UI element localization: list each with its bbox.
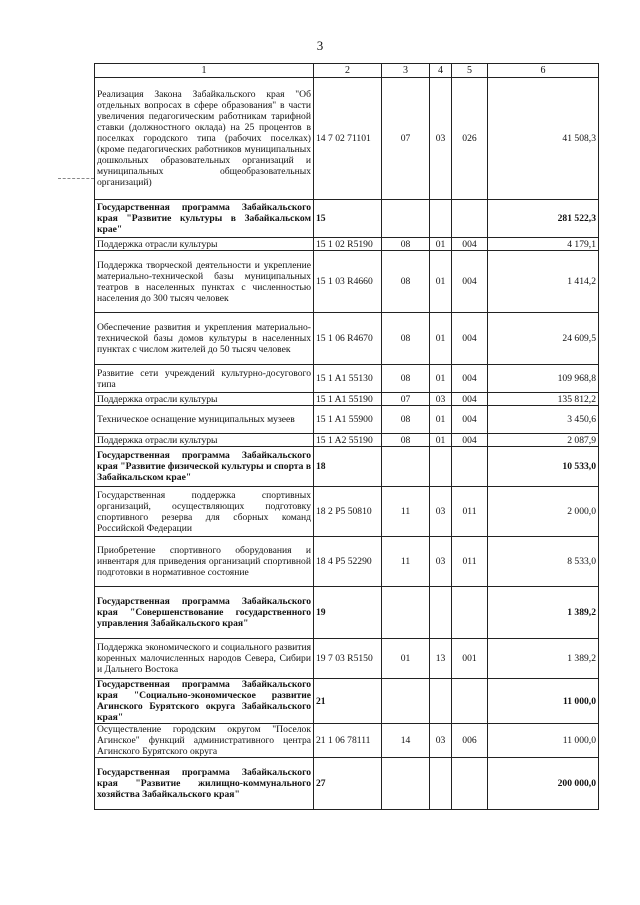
table-row (95, 313, 599, 365)
row-section: 14 (382, 724, 430, 758)
row-amount: 2 000,0 (488, 487, 599, 537)
row-amount: 24 609,5 (488, 313, 599, 365)
header-row (95, 64, 599, 78)
row-target-code: 15 1 03 R4660 (314, 251, 382, 313)
table-row (95, 758, 599, 810)
row-subsection: 01 (430, 251, 452, 313)
row-subsection: 03 (430, 78, 452, 200)
row-expense-type (452, 679, 488, 724)
row-section: 11 (382, 487, 430, 537)
row-expense-type (452, 447, 488, 487)
row-target-code: 15 1 02 R5190 (314, 238, 382, 251)
row-expense-type: 011 (452, 487, 488, 537)
table-row (95, 365, 599, 393)
row-subsection: 13 (430, 639, 452, 679)
row-amount: 10 533,0 (488, 447, 599, 487)
table-row (95, 393, 599, 406)
table-row (95, 639, 599, 679)
row-target-code: 14 7 02 71101 (314, 78, 382, 200)
row-section: 07 (382, 78, 430, 200)
row-subsection: 01 (430, 365, 452, 393)
row-name: Государственная программа Забайкальского края "Развитие культуры в Забайкальском крае" (95, 200, 314, 238)
header-col-1: 1 (95, 64, 314, 78)
margin-mark (58, 178, 94, 179)
row-target-code: 15 1 A1 55130 (314, 365, 382, 393)
row-subsection (430, 447, 452, 487)
row-amount: 2 087,9 (488, 434, 599, 447)
table-row (95, 434, 599, 447)
row-subsection (430, 587, 452, 639)
row-expense-type: 004 (452, 406, 488, 434)
row-subsection: 01 (430, 238, 452, 251)
table-row (95, 447, 599, 487)
row-target-code: 15 1 A2 55190 (314, 434, 382, 447)
header-col-4: 4 (430, 64, 452, 78)
header-col-2: 2 (314, 64, 382, 78)
row-amount: 135 812,2 (488, 393, 599, 406)
table-row (95, 406, 599, 434)
row-section (382, 587, 430, 639)
row-name: Обеспечение развития и укрепления материально-технической базы домов культуры в населенных пунктах с числом жителей до 50 тысяч человек (95, 313, 314, 365)
row-name: Развитие сети учреждений культурно-досугового типа (95, 365, 314, 393)
row-section (382, 200, 430, 238)
row-subsection: 03 (430, 487, 452, 537)
row-expense-type: 004 (452, 365, 488, 393)
row-section: 07 (382, 393, 430, 406)
budget-table (94, 63, 599, 810)
row-amount: 8 533,0 (488, 537, 599, 587)
header-col-5: 5 (452, 64, 488, 78)
row-subsection (430, 679, 452, 724)
row-amount: 1 414,2 (488, 251, 599, 313)
row-subsection (430, 200, 452, 238)
header-col-3: 3 (382, 64, 430, 78)
row-subsection: 01 (430, 434, 452, 447)
table-body (95, 78, 599, 810)
row-amount: 281 522,3 (488, 200, 599, 238)
row-expense-type: 004 (452, 313, 488, 365)
row-amount: 1 389,2 (488, 587, 599, 639)
row-section (382, 447, 430, 487)
row-subsection: 03 (430, 537, 452, 587)
row-subsection: 03 (430, 393, 452, 406)
row-name: Поддержка отрасли культуры (95, 434, 314, 447)
row-target-code: 15 1 A1 55190 (314, 393, 382, 406)
row-target-code: 21 1 06 78111 (314, 724, 382, 758)
row-section: 08 (382, 251, 430, 313)
row-target-code: 15 (314, 200, 382, 238)
row-expense-type: 006 (452, 724, 488, 758)
row-amount: 11 000,0 (488, 679, 599, 724)
row-name: Поддержка отрасли культуры (95, 393, 314, 406)
table-row (95, 78, 599, 200)
row-amount: 41 508,3 (488, 78, 599, 200)
row-amount: 1 389,2 (488, 639, 599, 679)
row-subsection: 01 (430, 313, 452, 365)
row-name: Государственная программа Забайкальского края "Совершенствование государственного управления Забайкальского края" (95, 587, 314, 639)
table-row (95, 679, 599, 724)
row-target-code: 18 (314, 447, 382, 487)
table-row (95, 487, 599, 537)
table-row (95, 200, 599, 238)
row-expense-type (452, 587, 488, 639)
row-section (382, 679, 430, 724)
row-expense-type: 004 (452, 251, 488, 313)
row-expense-type: 004 (452, 434, 488, 447)
row-target-code: 15 1 A1 55900 (314, 406, 382, 434)
row-amount: 200 000,0 (488, 758, 599, 810)
row-section: 11 (382, 537, 430, 587)
table-row (95, 251, 599, 313)
row-expense-type: 004 (452, 393, 488, 406)
table-row (95, 587, 599, 639)
row-name: Государственная программа Забайкальского края "Развитие физической культуры и спорта в Забайкальском крае" (95, 447, 314, 487)
row-section (382, 758, 430, 810)
row-amount: 3 450,6 (488, 406, 599, 434)
row-target-code: 19 (314, 587, 382, 639)
row-name: Государственная поддержка спортивных организаций, осуществляющих подготовку спортивного резерва для сборных команд Российской Федерации (95, 487, 314, 537)
table-row (95, 238, 599, 251)
row-expense-type (452, 758, 488, 810)
row-section: 08 (382, 406, 430, 434)
row-target-code: 27 (314, 758, 382, 810)
row-subsection (430, 758, 452, 810)
row-target-code: 18 2 P5 50810 (314, 487, 382, 537)
row-amount: 4 179,1 (488, 238, 599, 251)
header-col-6: 6 (488, 64, 599, 78)
row-name: Поддержка отрасли культуры (95, 238, 314, 251)
row-section: 08 (382, 238, 430, 251)
row-expense-type: 001 (452, 639, 488, 679)
row-target-code: 21 (314, 679, 382, 724)
table-row (95, 537, 599, 587)
row-name: Осуществление городским округом "Поселок Агинское" функций административного центра Агинского Бурятского округа (95, 724, 314, 758)
row-target-code: 19 7 03 R5150 (314, 639, 382, 679)
row-expense-type: 011 (452, 537, 488, 587)
row-name: Техническое оснащение муниципальных музеев (95, 406, 314, 434)
row-amount: 11 000,0 (488, 724, 599, 758)
row-name: Государственная программа Забайкальского края "Социально-экономическое развитие Агинского Бурятского округа Забайкальского края" (95, 679, 314, 724)
row-name: Государственная программа Забайкальского края "Развитие жилищно-коммунального хозяйства Забайкальского края" (95, 758, 314, 810)
row-section: 08 (382, 434, 430, 447)
row-expense-type (452, 200, 488, 238)
row-subsection: 01 (430, 406, 452, 434)
table-row (95, 724, 599, 758)
page-number: 3 (316, 38, 324, 53)
row-expense-type: 004 (452, 238, 488, 251)
row-name: Поддержка творческой деятельности и укрепление материально-технической базы муниципальных театров в населенных пунктах с численностью населения до 300 тысяч человек (95, 251, 314, 313)
row-name: Поддержка экономического и социального развития коренных малочисленных народов Севера, Сибири и Дальнего Востока (95, 639, 314, 679)
row-name: Реализация Закона Забайкальского края "Об отдельных вопросах в сфере образования" в части увеличения педагогическим работникам тарифной ставки (должностного оклада) на 25 процентов в поселках городского типа (рабочих поселках) (кроме педагогических работников муниципальных дошкольных образовательных организаций и муниципальных общеобразовательных организаций) (95, 78, 314, 200)
row-section: 08 (382, 313, 430, 365)
row-section: 08 (382, 365, 430, 393)
table-header (95, 64, 599, 78)
row-subsection: 03 (430, 724, 452, 758)
row-name: Приобретение спортивного оборудования и инвентаря для приведения организаций спортивной подготовки в нормативное состояние (95, 537, 314, 587)
row-section: 01 (382, 639, 430, 679)
row-expense-type: 026 (452, 78, 488, 200)
row-amount: 109 968,8 (488, 365, 599, 393)
row-target-code: 18 4 P5 52290 (314, 537, 382, 587)
row-target-code: 15 1 06 R4670 (314, 313, 382, 365)
